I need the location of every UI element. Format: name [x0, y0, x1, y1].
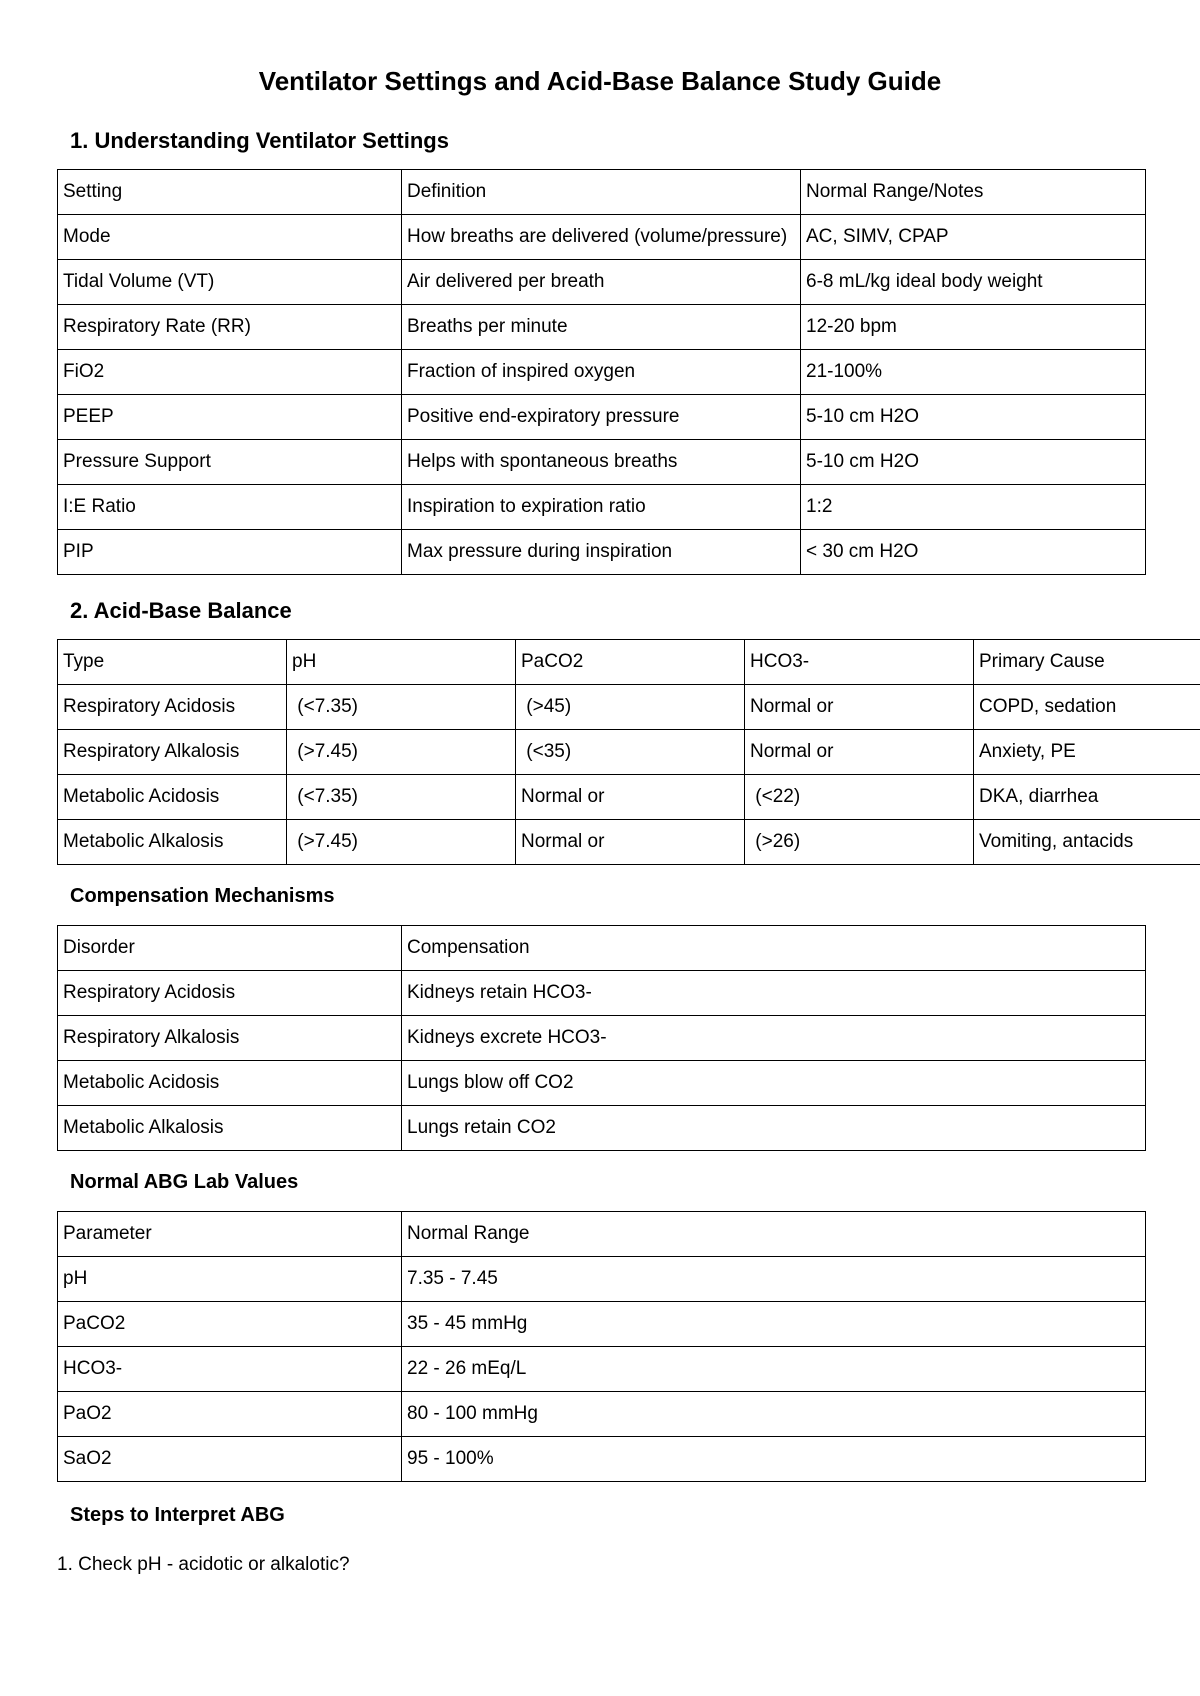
table-cell: Positive end-expiratory pressure	[402, 395, 801, 440]
table-row	[58, 1106, 1146, 1151]
table-row	[58, 305, 1146, 350]
table-cell: Pressure Support	[58, 440, 402, 485]
table-cell: DKA, diarrhea	[974, 775, 1200, 820]
acid-base-section-heading: 2. Acid-Base Balance	[70, 598, 292, 623]
table-cell: Mode	[58, 215, 402, 260]
table-cell: (>7.45)	[287, 730, 516, 775]
table-cell: 1:2	[801, 485, 1146, 530]
table-row	[58, 215, 1146, 260]
header-cell: PaCO2	[516, 640, 745, 685]
table-header-row	[58, 640, 1200, 685]
table-row	[58, 685, 1200, 730]
document-title: Ventilator Settings and Acid-Base Balance Study Guide	[258, 66, 942, 96]
table-cell: Normal or	[745, 685, 974, 730]
header-cell: Type	[58, 640, 287, 685]
table-cell: Respiratory Alkalosis	[58, 730, 287, 775]
table-cell: PEEP	[58, 395, 402, 440]
header-cell: Primary Cause	[974, 640, 1200, 685]
table-row	[58, 530, 1146, 575]
table-cell: Air delivered per breath	[402, 260, 801, 305]
table-row	[58, 260, 1146, 305]
table-cell: Inspiration to expiration ratio	[402, 485, 801, 530]
table-cell: Kidneys retain HCO3-	[402, 971, 1146, 1016]
table-cell: 7.35 - 7.45	[402, 1257, 1146, 1302]
table-cell: (<22)	[745, 775, 974, 820]
acid-base-table	[57, 639, 1200, 865]
table-cell: < 30 cm H2O	[801, 530, 1146, 575]
table-cell: Metabolic Acidosis	[58, 1061, 402, 1106]
table-cell: 80 - 100 mmHg	[402, 1392, 1146, 1437]
header-cell: Definition	[402, 170, 801, 215]
table-cell: Respiratory Rate (RR)	[58, 305, 402, 350]
table-cell: Respiratory Acidosis	[58, 971, 402, 1016]
table-cell: 12-20 bpm	[801, 305, 1146, 350]
table-cell: HCO3-	[58, 1347, 402, 1392]
table-cell: pH	[58, 1257, 402, 1302]
header-cell: Disorder	[58, 926, 402, 971]
table-row	[58, 730, 1200, 775]
compensation-heading: Compensation Mechanisms	[70, 885, 335, 907]
table-cell: PIP	[58, 530, 402, 575]
table-cell: (<7.35)	[287, 775, 516, 820]
table-cell: (>7.45)	[287, 820, 516, 865]
header-cell: Normal Range	[402, 1212, 1146, 1257]
table-row	[58, 820, 1200, 865]
header-cell: pH	[287, 640, 516, 685]
table-cell: (<35)	[516, 730, 745, 775]
table-cell: Helps with spontaneous breaths	[402, 440, 801, 485]
table-cell: (>45)	[516, 685, 745, 730]
table-cell: 35 - 45 mmHg	[402, 1302, 1146, 1347]
table-cell: Respiratory Acidosis	[58, 685, 287, 730]
header-cell: Parameter	[58, 1212, 402, 1257]
abg-values-heading: Normal ABG Lab Values	[70, 1171, 299, 1193]
table-cell: (>26)	[745, 820, 974, 865]
table-cell: COPD, sedation	[974, 685, 1200, 730]
header-cell: Normal Range/Notes	[801, 170, 1146, 215]
table-cell: Lungs retain CO2	[402, 1106, 1146, 1151]
table-cell: PaCO2	[58, 1302, 402, 1347]
table-header-row	[58, 926, 1146, 971]
table-cell: 6-8 mL/kg ideal body weight	[801, 260, 1146, 305]
table-cell: 5-10 cm H2O	[801, 440, 1146, 485]
table-cell: Lungs blow off CO2	[402, 1061, 1146, 1106]
header-cell: HCO3-	[745, 640, 974, 685]
table-row	[58, 1016, 1146, 1061]
compensation-table	[57, 925, 1146, 1151]
table-row	[58, 775, 1200, 820]
table-cell: Normal or	[516, 775, 745, 820]
table-cell: 21-100%	[801, 350, 1146, 395]
table-cell: SaO2	[58, 1437, 402, 1482]
table-cell: Breaths per minute	[402, 305, 801, 350]
table-cell: 95 - 100%	[402, 1437, 1146, 1482]
step-item: 1. Check pH - acidotic or alkalotic?	[57, 1554, 350, 1575]
table-cell: Respiratory Alkalosis	[58, 1016, 402, 1061]
table-cell: I:E Ratio	[58, 485, 402, 530]
table-row	[58, 1392, 1146, 1437]
table-cell: Metabolic Alkalosis	[58, 1106, 402, 1151]
table-cell: AC, SIMV, CPAP	[801, 215, 1146, 260]
table-row	[58, 971, 1146, 1016]
table-row	[58, 350, 1146, 395]
table-cell: Normal or	[745, 730, 974, 775]
table-cell: (<7.35)	[287, 685, 516, 730]
table-row	[58, 395, 1146, 440]
table-cell: Fraction of inspired oxygen	[402, 350, 801, 395]
table-cell: Metabolic Acidosis	[58, 775, 287, 820]
table-header-row	[58, 1212, 1146, 1257]
steps-heading: Steps to Interpret ABG	[70, 1504, 285, 1526]
table-cell: 5-10 cm H2O	[801, 395, 1146, 440]
table-cell: Metabolic Alkalosis	[58, 820, 287, 865]
table-cell: Tidal Volume (VT)	[58, 260, 402, 305]
table-row	[58, 1257, 1146, 1302]
table-cell: Max pressure during inspiration	[402, 530, 801, 575]
abg-values-table	[57, 1211, 1146, 1482]
table-row	[58, 1347, 1146, 1392]
table-row	[58, 1437, 1146, 1482]
ventilator-section-heading: 1. Understanding Ventilator Settings	[70, 128, 449, 153]
table-cell: 22 - 26 mEq/L	[402, 1347, 1146, 1392]
header-cell: Compensation	[402, 926, 1146, 971]
table-row	[58, 1061, 1146, 1106]
table-cell: Kidneys excrete HCO3-	[402, 1016, 1146, 1061]
table-row	[58, 440, 1146, 485]
table-header-row	[58, 170, 1146, 215]
table-row	[58, 1302, 1146, 1347]
table-cell: Anxiety, PE	[974, 730, 1200, 775]
header-cell: Setting	[58, 170, 402, 215]
table-cell: Normal or	[516, 820, 745, 865]
ventilator-settings-table	[57, 169, 1146, 575]
table-cell: FiO2	[58, 350, 402, 395]
table-cell: How breaths are delivered (volume/pressure)	[402, 215, 801, 260]
table-row	[58, 485, 1146, 530]
table-cell: Vomiting, antacids	[974, 820, 1200, 865]
table-cell: PaO2	[58, 1392, 402, 1437]
